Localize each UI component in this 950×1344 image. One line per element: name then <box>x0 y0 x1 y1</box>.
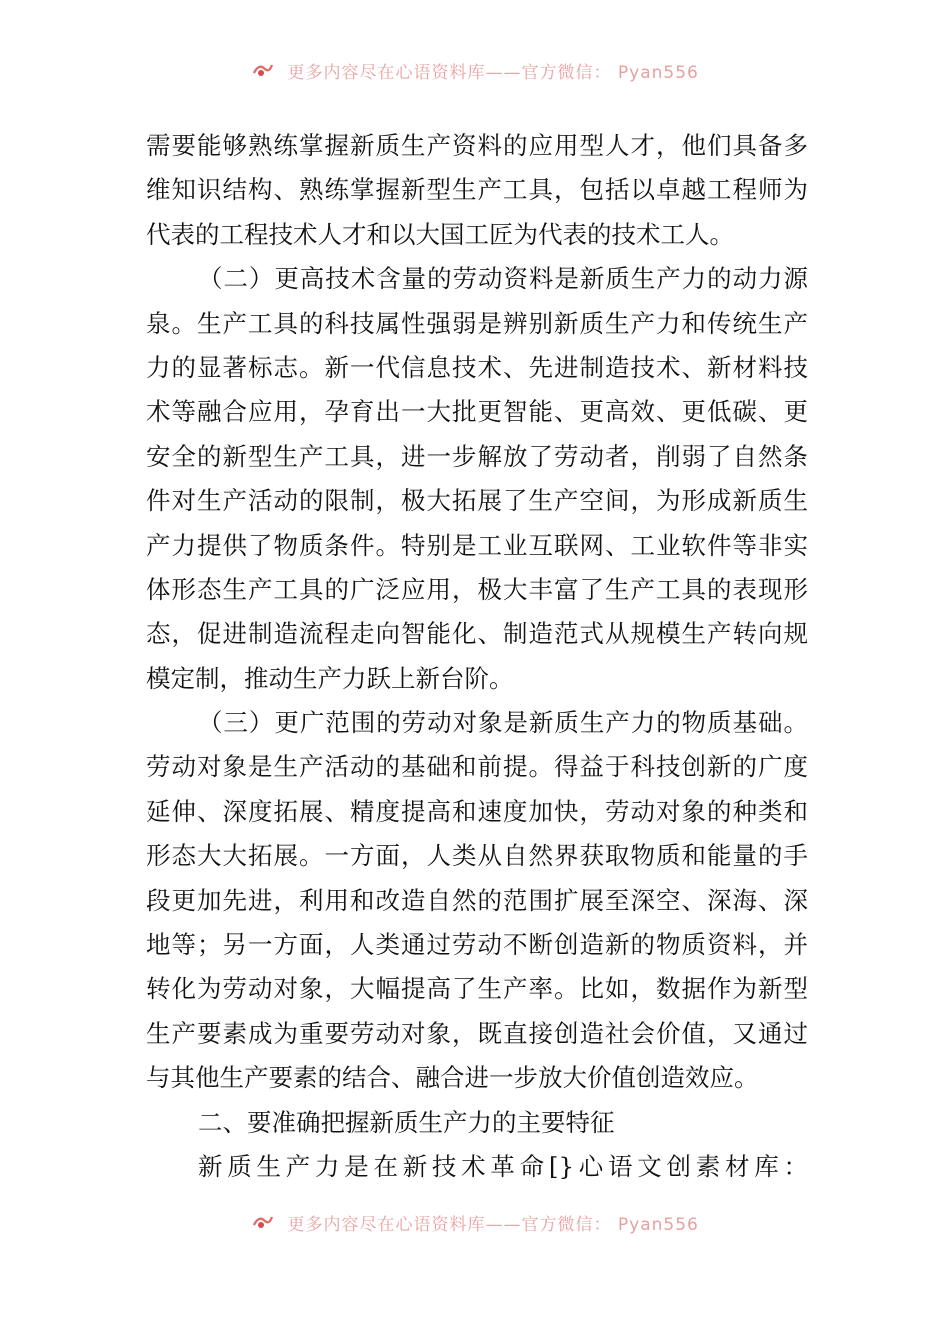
text-line: 安全的新型生产工具，进一步解放了劳动者，削弱了自然条 <box>146 441 808 471</box>
text-line: 需要能够熟练掌握新质生产资料的应用型人才，他们具备多 <box>146 131 808 160</box>
text-line: 延伸、深度拓展、精度提高和速度加快，劳动对象的种类和 <box>146 796 808 826</box>
text-line: 与其他生产要素的结合、融合进一步放大价值创造效应。 <box>146 1063 759 1093</box>
document-body <box>146 124 808 1189</box>
header-watermark <box>0 58 950 88</box>
text-line: （二）更高技术含量的劳动资料是新质生产力的动力源 <box>198 264 808 294</box>
text-line: 生产要素成为重要劳动对象，既直接创造社会价值，又通过 <box>146 1018 808 1048</box>
text-line: 地等；另一方面，人类通过劳动不断创造新的物质资料，并 <box>146 930 808 960</box>
text-line: 件对生产活动的限制，极大拓展了生产空间，为形成新质生 <box>146 486 808 516</box>
text-line: 维知识结构、熟练掌握新型生产工具，包括以卓越工程师为 <box>146 175 808 205</box>
footer-watermark <box>0 1210 950 1240</box>
text-line: 段更加先进，利用和改造自然的范围扩展至深空、深海、深 <box>146 885 808 915</box>
text-line: 体形态生产工具的广泛应用，极大丰富了生产工具的表现形 <box>146 574 808 604</box>
text-line: 二、要准确把握新质生产力的主要特征 <box>198 1107 615 1137</box>
text-line: 模定制，推动生产力跃上新台阶。 <box>146 663 514 693</box>
text-line: 泉。生产工具的科技属性强弱是辨别新质生产力和传统生产 <box>146 308 808 338</box>
text-line: 转化为劳动对象，大幅提高了生产率。比如，数据作为新型 <box>146 974 808 1004</box>
text-line: 术等融合应用，孕育出一大批更智能、更高效、更低碳、更 <box>146 397 808 427</box>
text-line: 力的显著标志。新一代信息技术、先进制造技术、新材料技 <box>146 352 808 382</box>
text-line: 新质生产力是在新技术革命[}心语文创素材库： <box>198 1151 808 1181</box>
header-watermark-text: 更多内容尽在心语资料库——官方微信： Pyan556 <box>287 63 699 83</box>
footer-watermark-text: 更多内容尽在心语资料库——官方微信： Pyan556 <box>287 1215 699 1235</box>
text-line: 态，促进制造流程走向智能化、制造范式从规模生产转向规 <box>146 619 808 649</box>
text-line: 产力提供了物质条件。特别是工业互联网、工业软件等非实 <box>146 530 808 560</box>
text-line: 代表的工程技术人才和以大国工匠为代表的技术工人。 <box>146 219 734 249</box>
brand-logo-icon <box>251 61 275 79</box>
text-line: 形态大大拓展。一方面，人类从自然界获取物质和能量的手 <box>146 841 808 871</box>
text-line: （三）更广范围的劳动对象是新质生产力的物质基础。 <box>198 708 808 738</box>
text-line: 劳动对象是生产活动的基础和前提。得益于科技创新的广度 <box>146 752 808 782</box>
brand-logo-icon <box>251 1213 275 1231</box>
